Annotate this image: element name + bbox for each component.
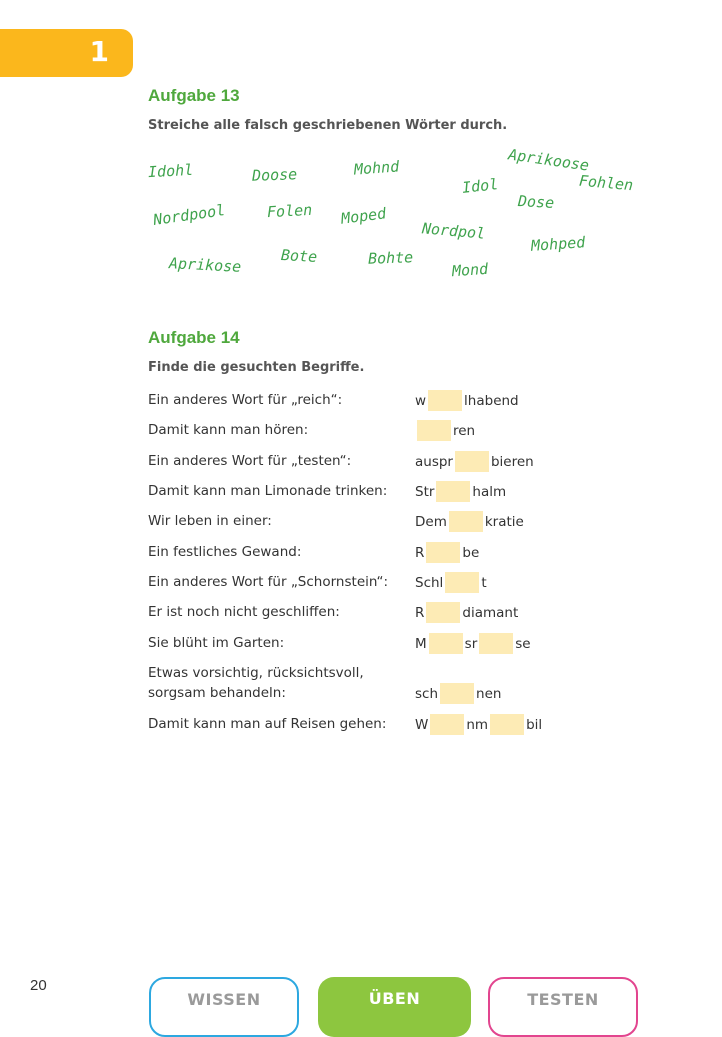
letter-gap[interactable]	[490, 714, 524, 735]
word-fragment: R	[415, 604, 425, 621]
task-question: Ein anderes Wort für „reich“:	[148, 392, 343, 408]
task-question: Etwas vorsichtig, rücksichtsvoll, sorgsam behandeln:	[148, 665, 364, 701]
tab-wissen[interactable]: WISSEN	[149, 977, 299, 1037]
word-fragment: sr	[464, 635, 478, 652]
word-item[interactable]: Moped	[340, 204, 388, 228]
word-fragment: Str	[415, 483, 435, 500]
task-answer	[415, 481, 506, 502]
page-number: 20	[30, 977, 47, 994]
task13-instruction: Streiche alle falsch geschriebenen Wörter durch.	[148, 118, 508, 133]
task14-instruction: Finde die gesuchten Begriffe.	[148, 360, 365, 375]
word-item[interactable]: Dose	[517, 192, 555, 212]
letter-gap[interactable]	[430, 714, 464, 735]
word-fragment: bil	[526, 716, 543, 733]
letter-gap[interactable]	[479, 633, 513, 654]
letter-gap[interactable]	[455, 451, 489, 472]
task-answer	[415, 683, 501, 704]
word-item[interactable]: Aprikoose	[507, 145, 591, 175]
word-fragment: bieren	[490, 453, 534, 470]
task-question: Wir leben in einer:	[148, 513, 272, 529]
word-fragment: be	[462, 544, 480, 561]
letter-gap[interactable]	[417, 420, 451, 441]
word-fragment: kratie	[484, 513, 524, 530]
task-answer	[415, 572, 487, 593]
word-fragment: Dem	[415, 513, 447, 530]
task-answer	[415, 511, 524, 532]
word-fragment: sch	[415, 685, 439, 702]
word-fragment: R	[415, 544, 425, 561]
word-fragment: nen	[476, 685, 502, 702]
word-item[interactable]: Fohlen	[578, 171, 634, 195]
letter-gap[interactable]	[426, 542, 460, 563]
word-fragment: M	[415, 635, 427, 652]
task-question: Ein anderes Wort für „Schornstein“:	[148, 574, 388, 590]
word-item[interactable]: Folen	[266, 200, 313, 222]
letter-gap[interactable]	[445, 572, 479, 593]
word-fragment: ren	[453, 422, 476, 439]
task-answer	[415, 602, 518, 623]
chapter-number: 1	[89, 35, 109, 68]
tab-ueben[interactable]: ÜBEN	[318, 977, 471, 1037]
word-item[interactable]: Idol	[461, 175, 499, 197]
word-fragment: t	[481, 574, 487, 591]
task14-heading: Aufgabe 14	[148, 328, 240, 347]
task-question: Er ist noch nicht geschliffen:	[148, 604, 340, 620]
task-answer	[415, 633, 531, 654]
task-answer	[415, 451, 534, 472]
word-fragment: w	[415, 392, 427, 409]
word-fragment: Schl	[415, 574, 444, 591]
letter-gap[interactable]	[449, 511, 483, 532]
chapter-tab	[0, 29, 133, 77]
task-question: Ein festliches Gewand:	[148, 544, 302, 560]
word-fragment: se	[515, 635, 531, 652]
word-item[interactable]: Doose	[251, 165, 298, 185]
letter-gap[interactable]	[428, 390, 462, 411]
word-item[interactable]: Idohl	[147, 160, 194, 182]
word-item[interactable]: Nordpool	[152, 201, 227, 229]
task-answer	[415, 714, 542, 735]
task-answer	[415, 542, 479, 563]
letter-gap[interactable]	[429, 633, 463, 654]
word-fragment: nm	[466, 716, 489, 733]
word-fragment: diamant	[462, 604, 519, 621]
word-item[interactable]: Mohped	[530, 233, 586, 255]
task-question: Ein anderes Wort für „testen“:	[148, 453, 352, 469]
tab-testen[interactable]: TESTEN	[488, 977, 638, 1037]
word-fragment: auspr	[415, 453, 453, 470]
word-fragment: W	[415, 716, 429, 733]
word-item[interactable]: Bote	[280, 246, 318, 266]
task-answer	[415, 420, 475, 441]
task-question: Damit kann man Limonade trinken:	[148, 483, 388, 499]
task-question: Damit kann man auf Reisen gehen:	[148, 716, 387, 732]
letter-gap[interactable]	[426, 602, 460, 623]
word-item[interactable]: Mohnd	[353, 157, 400, 179]
task-question: Damit kann man hören:	[148, 422, 309, 438]
word-fragment: halm	[472, 483, 507, 500]
word-item[interactable]: Nordpol	[421, 219, 486, 243]
word-item[interactable]: Mond	[451, 259, 489, 281]
word-item[interactable]: Bohte	[367, 248, 414, 268]
task-answer	[415, 390, 519, 411]
word-fragment: lhabend	[464, 392, 519, 409]
task-question: Sie blüht im Garten:	[148, 635, 285, 651]
task13-heading: Aufgabe 13	[148, 86, 240, 105]
letter-gap[interactable]	[436, 481, 470, 502]
word-item[interactable]: Aprikose	[168, 254, 242, 276]
letter-gap[interactable]	[440, 683, 474, 704]
